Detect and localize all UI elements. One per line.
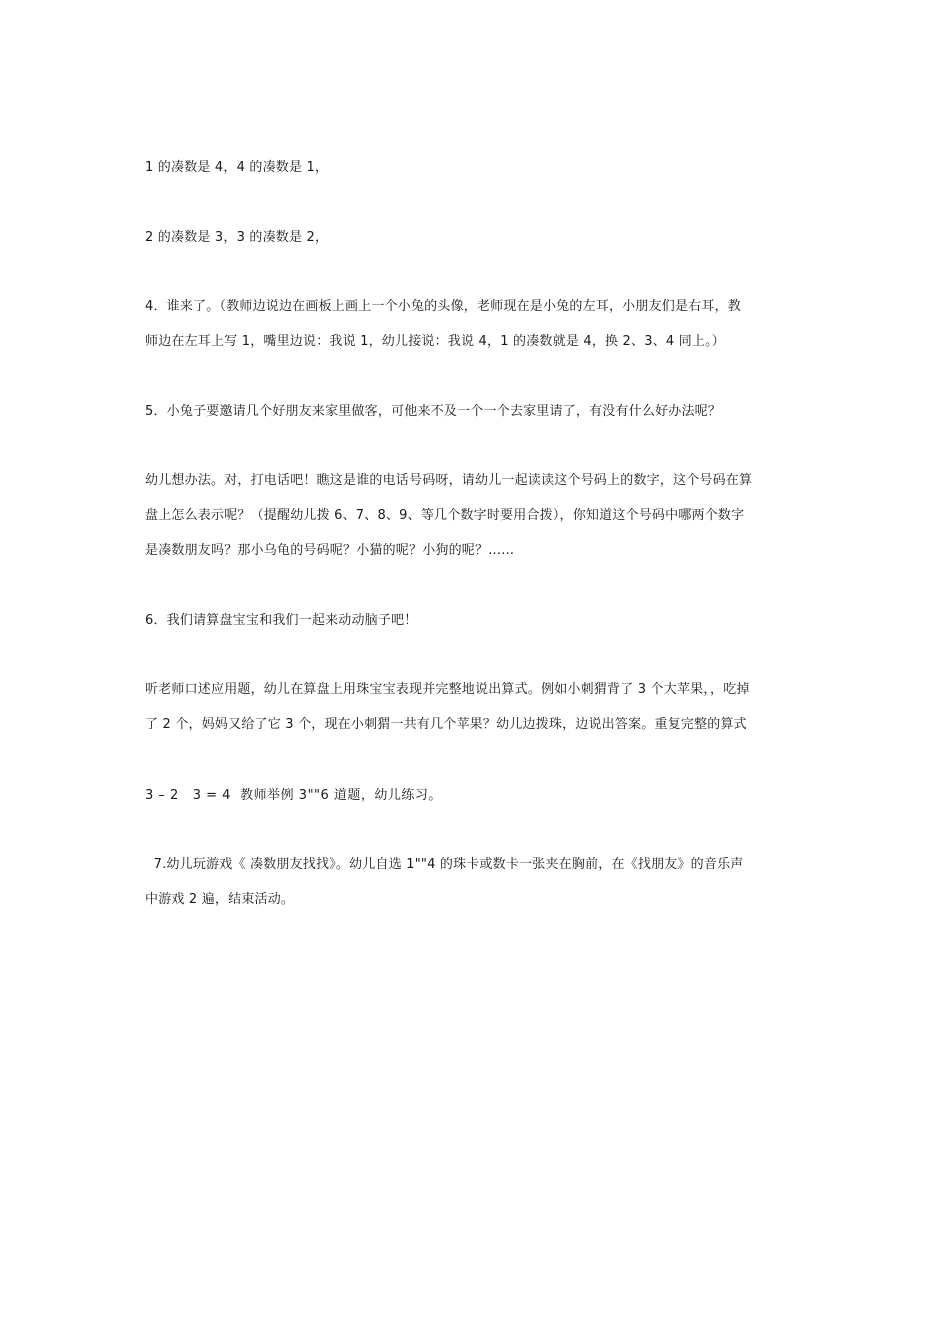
paragraph-1 [145,150,810,185]
text-line: 幼儿想办法。对，打电话吧！瞧这是谁的电话号码呀，请幼儿一起读读这个号码上的数字，这个号码在算 [145,473,753,488]
text-line: 6．我们请算盘宝宝和我们一起来动动脑子吧！ [145,613,418,628]
paragraph-step-6 [145,603,810,638]
text-line: 听老师口述应用题，幼儿在算盘上用珠宝宝表现并完整地说出算式。例如小刺猬背了 3 个大苹果，，吃掉 [145,682,750,697]
paragraph-equation [145,778,810,813]
text-line: 5．小兔子要邀请几个好朋友来家里做客，可他来不及一个一个去家里请了，有没有什么好办法呢？ [145,404,722,419]
paragraph-step-5 [145,394,810,429]
text-line: 盘上怎么表示呢？（提醒幼儿拨 6、7、8、9、等几个数字时要用合拨），你知道这个号码中哪两个数字 [145,508,745,523]
paragraph-word-problem [145,672,810,742]
text-line: 中游戏 2 遍，结束活动。 [145,892,295,907]
text-line: 1 的凑数是 4，4 的凑数是 1， [145,160,329,175]
text-line: 师边在左耳上写 1，嘴里边说：我说 1，幼儿接说：我说 4，1 的凑数就是 4，换 2、3、4 同上。） [145,334,725,349]
text-line: 3 – 2 3 = 4 教师举例 3""6 道题，幼儿练习。 [145,788,442,803]
text-line: 7.幼儿玩游戏《 凑数朋友找找》。幼儿自选 1""4 的珠卡或数卡一张夹在胸前，在《找朋友》的音乐声 [145,857,744,872]
text-line: 是凑数朋友吗？那小乌龟的号码呢？小猫的呢？小狗的呢？...... [145,543,515,558]
text-line: 4．谁来了。（教师边说边在画板上画上一个小兔的头像，老师现在是小兔的左耳，小朋友们是右耳，教 [145,299,741,314]
text-line: 2 的凑数是 3，3 的凑数是 2， [145,230,329,245]
paragraph-phone [145,463,810,568]
paragraph-step-7 [145,847,810,917]
paragraph-step-4 [145,289,810,359]
text-line: 了 2 个，妈妈又给了它 3 个，现在小刺猬一共有几个苹果？幼儿边拨珠，边说出答案。重复完整的算式 [145,717,747,732]
paragraph-2 [145,220,810,255]
